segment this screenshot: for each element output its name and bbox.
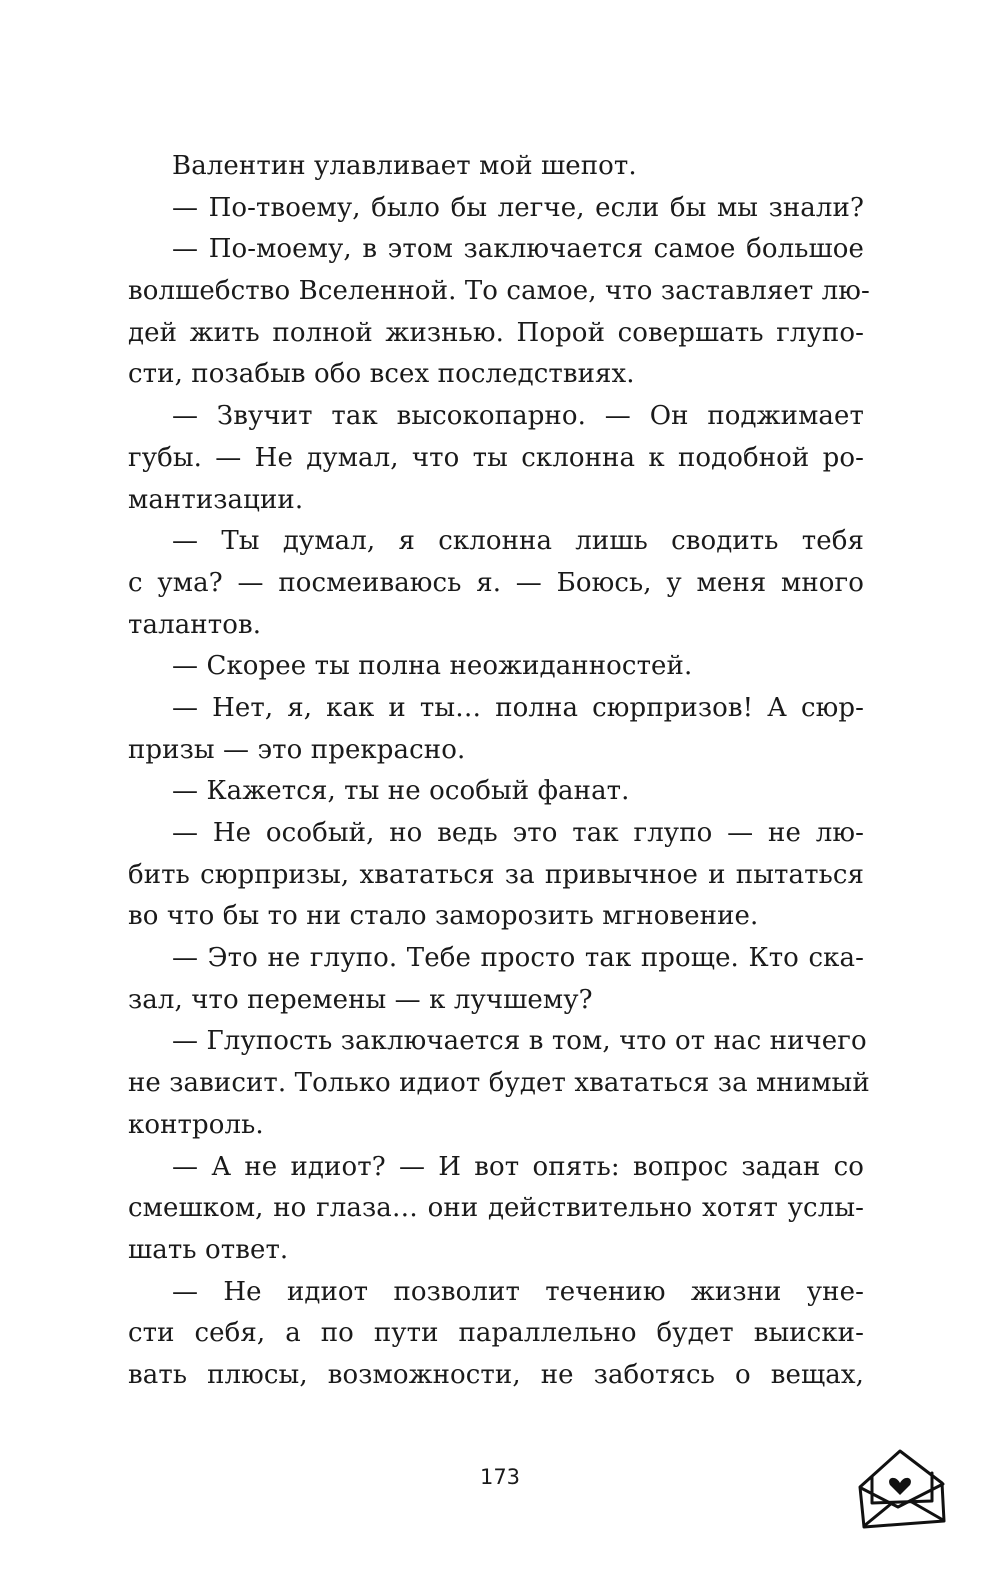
text-line: призы — это прекрасно. bbox=[128, 734, 466, 765]
text-line: мантизации. bbox=[128, 484, 304, 515]
text-line: — Нет, я, как и ты… полна сюрпризов! А сюр- bbox=[172, 692, 864, 723]
text-line: — Ты думал, я склонна лишь сводить тебя bbox=[172, 526, 864, 557]
page-text bbox=[128, 146, 870, 1397]
text-line: — По-моему, в этом заключается самое большое bbox=[172, 234, 864, 265]
text-line: губы. — Не думал, что ты склонна к подобной ро- bbox=[128, 442, 864, 473]
text-line: — Это не глупо. Тебе просто так проще. Кто ска- bbox=[172, 943, 864, 974]
text-line: шать ответ. bbox=[128, 1234, 289, 1265]
text-line: смешком, но глаза… они действительно хотят услы- bbox=[128, 1193, 864, 1224]
text-line: бить сюрпризы, хвататься за привычное и пытаться bbox=[128, 859, 864, 890]
text-line: волшебство Вселенной. То самое, что заставляет лю- bbox=[128, 276, 870, 307]
envelope-heart-icon bbox=[852, 1443, 952, 1537]
text-line: вать плюсы, возможности, не заботясь о вещах, bbox=[128, 1359, 864, 1390]
text-line: Валентин улавливает мой шепот. bbox=[172, 151, 637, 181]
text-line: с ума? — посмеиваюсь я. — Боюсь, у меня много bbox=[128, 567, 864, 598]
text-line: — Звучит так высокопарно. — Он поджимает bbox=[172, 401, 864, 432]
text-line: — Глупость заключается в том, что от нас ничего bbox=[172, 1026, 867, 1057]
text-line: не зависит. Только идиот будет хвататься за мнимый bbox=[128, 1068, 870, 1099]
text-line: — Кажется, ты не особый фанат. bbox=[172, 776, 630, 807]
text-line: — Скорее ты полна неожиданностей. bbox=[172, 651, 693, 682]
text-line: во что бы то ни стало заморозить мгновение. bbox=[128, 901, 759, 932]
text-line: сти себя, а по пути параллельно будет выиски- bbox=[128, 1318, 864, 1349]
text-line: контроль. bbox=[128, 1109, 264, 1140]
text-line: — Не идиот позволит течению жизни уне- bbox=[172, 1276, 864, 1307]
text-line: — Не особый, но ведь это так глупо — не лю- bbox=[172, 818, 864, 848]
text-line: зал, что перемены — к лучшему? bbox=[128, 984, 593, 1015]
text-line: сти, позабыв обо всех последствиях. bbox=[128, 359, 635, 390]
page-number: 173 bbox=[479, 1465, 521, 1489]
text-line: талантов. bbox=[128, 609, 262, 640]
text-line: — А не идиот? — И вот опять: вопрос задан со bbox=[172, 1151, 864, 1182]
text-line: дей жить полной жизнью. Порой совершать глупо- bbox=[128, 317, 864, 348]
text-line: — По-твоему, было бы легче, если бы мы знали? bbox=[172, 192, 864, 223]
